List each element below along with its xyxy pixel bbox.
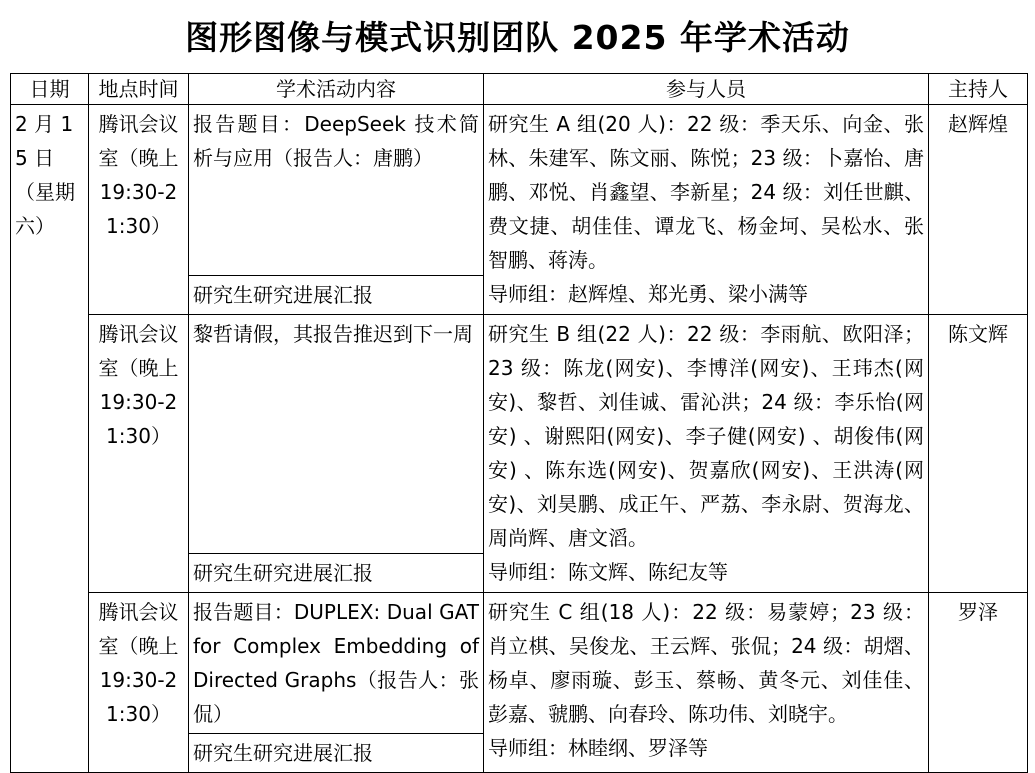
header-date: 日期 [11,74,89,105]
participants-text: 研究生 C 组(18 人)：22 级：易蒙婷；23 级：肖立棋、吴俊龙、王云辉、张侃；24 级：胡熠、杨卓、廖雨璇、彭玉、蔡畅、黄冬元、刘佳佳、彭嘉、虢鹏、向春玲、陈功伟、刘晓宇。 [488,600,924,726]
participants-cell [484,105,929,315]
header-row [11,74,1028,105]
advisor-text: 导师组：赵辉煌、郑光勇、梁小满等 [488,282,808,306]
header-host: 主持人 [929,74,1028,105]
advisor-text: 导师组：陈文辉、陈纪友等 [488,560,728,584]
advisor-text: 导师组：林睦纲、罗泽等 [488,736,708,760]
header-participants: 参与人员 [484,74,929,105]
table-row [11,315,1028,554]
host-cell: 罗泽 [929,593,1028,773]
header-content: 学术活动内容 [189,74,484,105]
host-cell: 陈文辉 [929,315,1028,593]
participants-cell [484,315,929,593]
topic-cell: 报告题目：DUPLEX: Dual GAT for Complex Embedding of Directed Graphs（报告人：张侃） [189,593,484,734]
report-cell: 研究生研究进展汇报 [189,554,484,593]
host-cell: 赵辉煌 [929,105,1028,315]
report-cell: 研究生研究进展汇报 [189,276,484,315]
place-time-cell: 腾讯会议室（晚上 19:30-21:30） [89,105,189,315]
table-row [11,105,1028,276]
table-row [11,593,1028,734]
header-place-time: 地点时间 [89,74,189,105]
participants-text: 研究生 B 组(22 人)：22 级：李雨航、欧阳泽；23 级：陈龙(网安)、李博洋(网安)、王玮杰(网安)、黎哲、刘佳诚、雷沁洪；24 级：李乐怡(网安) 、谢熙阳(网安)、李子健(网安) 、胡俊伟(网安) 、陈东选(网安)、贺嘉欣(网安)、王洪涛(网安)、刘昊鹏、成正午、严荔、李永尉、贺海龙、周尚辉、唐文滔。 [488,322,924,550]
date-cell: 2 月 15 日（星期六） [11,105,89,773]
place-time-cell: 腾讯会议室（晚上 19:30-21:30） [89,315,189,593]
report-cell: 研究生研究进展汇报 [189,734,484,773]
activity-table [10,73,1028,773]
place-time-cell: 腾讯会议室（晚上 19:30-21:30） [89,593,189,773]
topic-cell: 报告题目：DeepSeek 技术简析与应用（报告人：唐鹏） [189,105,484,276]
page-title: 图形图像与模式识别团队 2025 年学术活动 [185,18,850,57]
topic-cell: 黎哲请假，其报告推迟到下一周 [189,315,484,554]
participants-text: 研究生 A 组(20 人)：22 级：季天乐、向金、张林、朱建军、陈文丽、陈悦；23 级：卜嘉怡、唐鹏、邓悦、肖鑫望、李新星；24 级：刘任世麒、费文捷、胡佳佳、谭龙飞、杨金坷、吴松水、张智鹏、蒋涛。 [488,112,924,272]
participants-cell [484,593,929,773]
